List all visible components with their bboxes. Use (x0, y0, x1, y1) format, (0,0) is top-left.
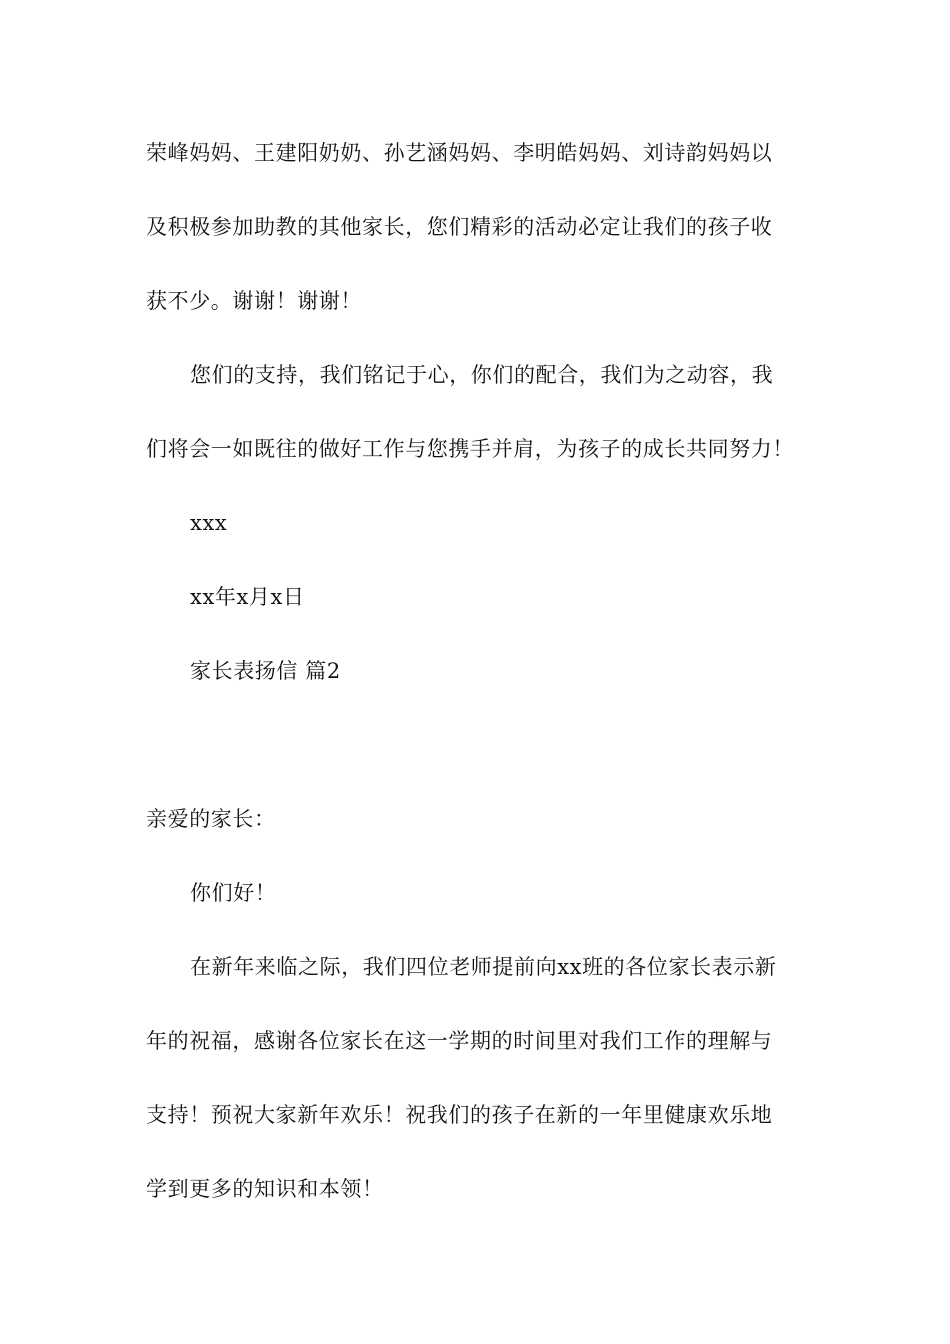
blank-spacer (146, 708, 806, 782)
salutation: 亲爱的家长： (146, 807, 276, 831)
paragraph-line: 在新年来临之际，我们四位老师提前向xx班的各位家长表示新 (190, 955, 777, 979)
signature: xxx (190, 511, 228, 535)
greeting: 你们好！ (190, 881, 277, 905)
paragraph-line: 们将会一如既往的做好工作与您携手并肩，为孩子的成长共同努力！ (146, 437, 794, 461)
document-body (146, 116, 806, 1226)
letter-date: xx年x月x日 (190, 585, 305, 609)
paragraph-line: 支持！预祝大家新年欢乐！祝我们的孩子在新的一年里健康欢乐地 (146, 1103, 773, 1127)
paragraph-line: 您们的支持，我们铭记于心，你们的配合，我们为之动容，我 (190, 363, 774, 387)
paragraph-line: 学到更多的知识和本领！ (146, 1177, 384, 1201)
paragraph-line: 获不少。谢谢！谢谢！ (146, 289, 362, 313)
paragraph-line: 年的祝福，感谢各位家长在这一学期的时间里对我们工作的理解与 (146, 1029, 773, 1053)
paragraph-line: 及积极参加助教的其他家长，您们精彩的活动必定让我们的孩子收 (146, 215, 773, 239)
paragraph-line: 荣峰妈妈、王建阳奶奶、孙艺涵妈妈、李明皓妈妈、刘诗韵妈妈以 (146, 141, 773, 165)
section-heading: 家长表扬信 篇2 (190, 659, 341, 683)
